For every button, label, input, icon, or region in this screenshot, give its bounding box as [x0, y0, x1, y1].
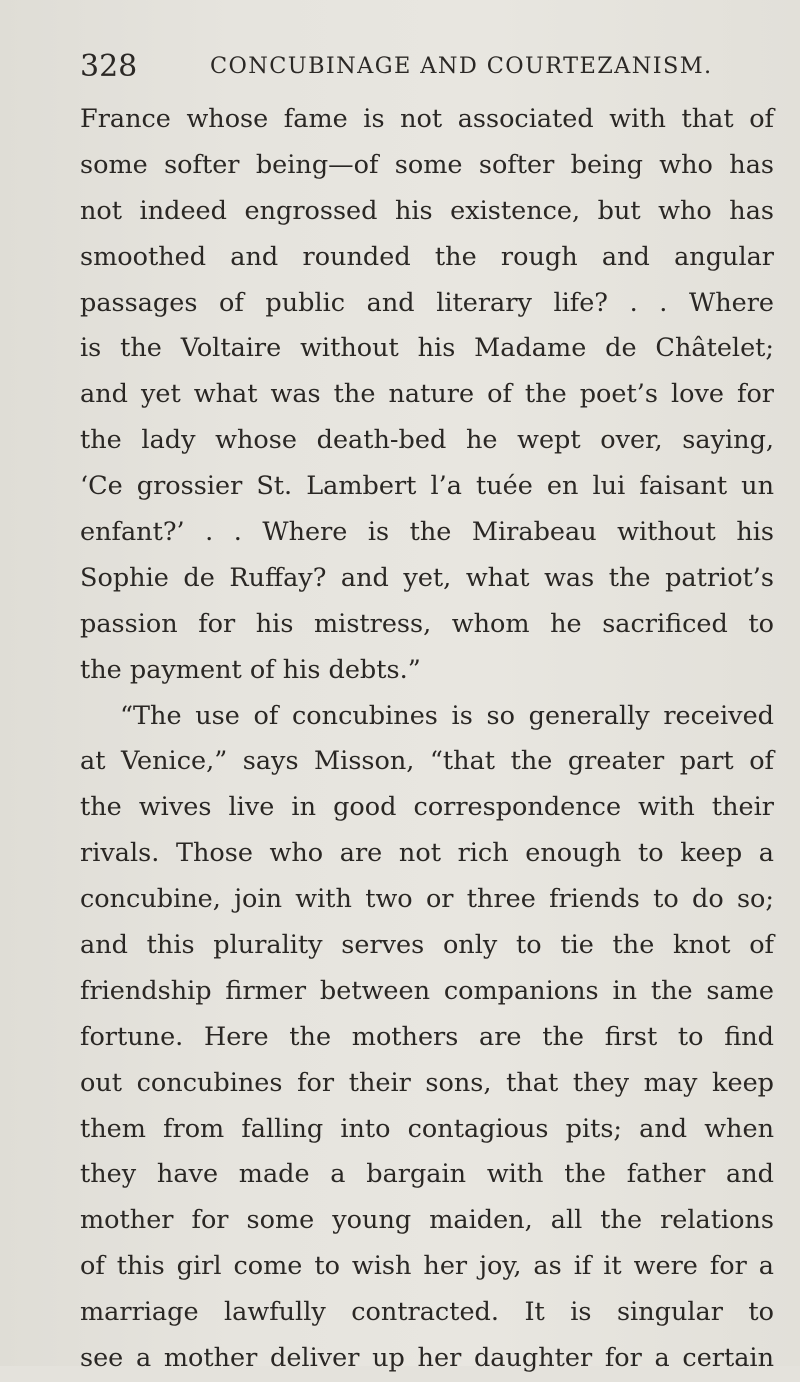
- text-line: mother for some young maiden, all the relations: [80, 1205, 774, 1236]
- text-line: the payment of his debts.”: [80, 654, 421, 685]
- page-number: 328: [80, 48, 138, 84]
- text-line: the lady whose death-bed he wept over, saying,: [80, 425, 774, 456]
- text-line: enfant?’ . . Where is the Mirabeau without his: [80, 517, 774, 548]
- text-line: at Venice,” says Misson, “that the greater part of: [80, 746, 774, 777]
- text-line: marriage lawfully contracted. It is singular to: [80, 1297, 774, 1328]
- text-line: not indeed engrossed his existence, but who has: [80, 195, 774, 226]
- text-line: them from falling into contagious pits; and when: [80, 1113, 774, 1144]
- text-line: passion for his mistress, whom he sacrificed to: [80, 608, 774, 639]
- text-line: and yet what was the nature of the poet’s love for: [80, 379, 774, 410]
- text-line: of this girl come to wish her joy, as if it were for a: [80, 1251, 774, 1282]
- text-line: passages of public and literary life? . . Where: [80, 287, 774, 318]
- running-head: CONCUBINAGE AND COURTEZANISM.: [210, 53, 713, 79]
- text-line: some softer being—of some softer being who has: [80, 149, 774, 180]
- text-line: fortune. Here the mothers are the first to find: [80, 1021, 774, 1052]
- text-line: smoothed and rounded the rough and angular: [80, 241, 774, 272]
- text-line: is the Voltaire without his Madame de Châtelet;: [80, 333, 774, 364]
- text-line: Sophie de Ruffay? and yet, what was the patriot’s: [80, 562, 774, 593]
- text-line: rivals. Those who are not rich enough to keep a: [80, 838, 774, 869]
- text-line: they have made a bargain with the father and: [80, 1159, 774, 1190]
- text-line: the wives live in good correspondence with their: [80, 792, 774, 823]
- body-text: [80, 97, 774, 1382]
- text-line: “The use of concubines is so generally received: [120, 700, 774, 731]
- text-line: France whose fame is not associated with that of: [80, 104, 774, 134]
- text-line: out concubines for their sons, that they may keep: [80, 1067, 774, 1098]
- text-line: friendship firmer between companions in the same: [80, 975, 774, 1006]
- text-line: and this plurality serves only to tie the knot of: [80, 930, 774, 961]
- page-header: [80, 46, 713, 86]
- text-line: concubine, join with two or three friends to do so;: [80, 884, 774, 915]
- text-line: see a mother deliver up her daughter for a certain: [80, 1343, 774, 1374]
- text-line: ‘Ce grossier St. Lambert l’a tuée en lui faisant un: [80, 471, 774, 502]
